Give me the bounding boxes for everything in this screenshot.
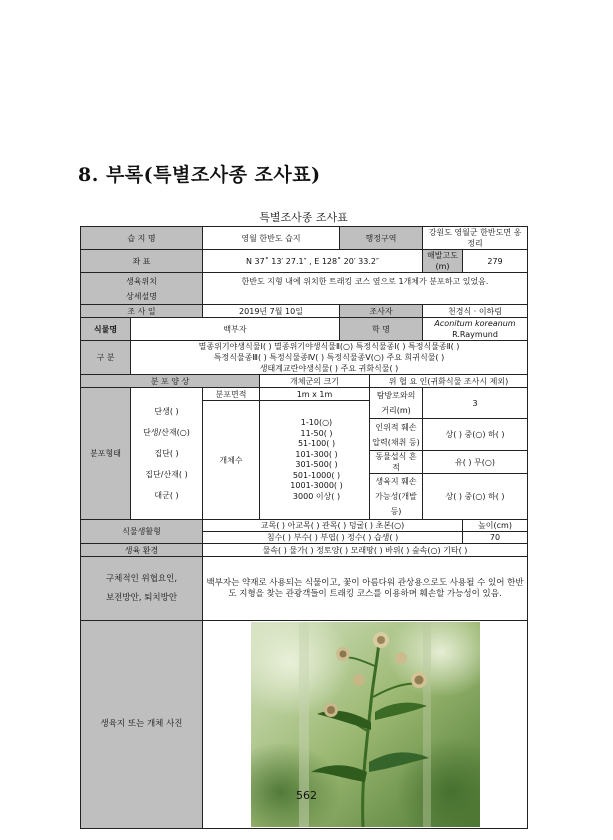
habitat-damage-value: 상( ) 중(○) 하( )	[423, 474, 528, 520]
height-value: 70	[463, 532, 528, 544]
admin-region-value: 강원도 영월군 한반도면 옹정리	[423, 227, 528, 250]
distribution-section-label: 분 포 양 상	[81, 375, 260, 388]
trail-distance-label: 탐방로와의 거리(m)	[370, 388, 423, 419]
trail-distance-value: 3	[423, 388, 528, 419]
population-count-label: 개체수	[203, 401, 260, 520]
category-options: 멸종위기야생식물Ⅰ( ) 멸종위기야생식물Ⅱ(○) 특정식물종Ⅰ( ) 특정식물종Ⅱ( ) 특정식물종Ⅲ( ) 특정식물종Ⅳ( ) 특정식물종Ⅴ(○) 주요 희귀식물( ) 생태계교란야생식물( ) 주요 귀화식물( )	[131, 341, 528, 375]
altitude-label: 해발고도(m)	[423, 250, 463, 273]
scientific-name-author: R.Raymund	[452, 330, 498, 339]
habitat-location-value: 한반도 지형 내에 위치한 트래킹 코스 옆으로 1개체가 분포하고 있었음.	[203, 273, 528, 305]
growth-environment-value: 물속( ) 물가( ) 정토양( ) 모래땅( ) 바위( ) 숲속(○) 기타( )	[203, 544, 528, 557]
distribution-form-options: 단생( ) 단생/산재(○) 집단( ) 집단/산재( ) 대군( )	[131, 388, 203, 520]
habitat-damage-label: 생육지 훼손 가능성(개발 등)	[370, 474, 423, 520]
human-damage-label: 인위적 훼손 압력(채취 등)	[370, 419, 423, 451]
survey-date-value: 2019년 7월 10일	[203, 305, 340, 318]
threat-detail-label: 구체적인 위협요인, 보전방안, 퇴치방안	[81, 557, 203, 621]
life-form-options-2: 침수( ) 부수( ) 부엽( ) 정수( ) 습생( )	[203, 532, 463, 544]
scientific-name-value	[423, 318, 528, 341]
admin-region-label: 행정구역	[340, 227, 423, 250]
coordinates-value: N 37˚ 13′ 27.1″ , E 128˚ 20′ 33.2″	[203, 250, 423, 273]
scientific-name-italic: Aconitum koreanum	[434, 319, 516, 328]
category-label: 구 분	[81, 341, 131, 375]
animal-feeding-label: 동물섭식 흔적	[370, 451, 423, 474]
life-form-label: 식물생활형	[81, 520, 203, 544]
surveyor-value: 천경식 · 이하림	[423, 305, 528, 318]
appendix-heading: 8. 부록(특별조사종 조사표)	[78, 164, 321, 186]
threat-detail-value: 백부자는 약재로 사용되는 식물이고, 꽃이 아름다워 관상용으로도 사용될 수 있어 한반도 지형을 찾는 관광객들이 트래킹 코스를 이용하며 훼손할 가능성이 있음.	[203, 557, 528, 621]
table-title: 특별조사종 조사표	[259, 211, 348, 224]
coordinates-label: 좌 표	[81, 250, 203, 273]
distribution-area-label: 분포면적	[203, 388, 260, 401]
growth-environment-label: 생육 환경	[81, 544, 203, 557]
surveyor-label: 조사자	[340, 305, 423, 318]
population-count-options: 1-10(○) 11-50( ) 51-100( ) 101-300( ) 301-500( ) 501-1000( ) 1001-3000( ) 3000 이상( )	[260, 401, 370, 520]
photo-label: 생육지 또는 개체 사진	[81, 621, 203, 829]
survey-table	[80, 226, 528, 829]
altitude-value: 279	[463, 250, 528, 273]
distribution-form-label: 분포형태	[81, 388, 131, 520]
distribution-area-value: 1m x 1m	[260, 388, 370, 401]
human-damage-value: 상( ) 중(○) 하( )	[423, 419, 528, 451]
life-form-options-1: 교목( ) 아교목( ) 관목( ) 덩굴( ) 초본(○)	[203, 520, 463, 532]
survey-date-label: 조 사 일	[81, 305, 203, 318]
scientific-name-label: 학 명	[340, 318, 423, 341]
population-size-header: 개체군의 크기	[260, 375, 370, 388]
animal-feeding-value: 유( ) 무(○)	[423, 451, 528, 474]
wetland-name-label: 습 지 명	[81, 227, 203, 250]
plant-name-value: 백부자	[131, 318, 340, 341]
threat-factors-header: 위 협 요 인(귀화식물 조사시 제외)	[370, 375, 528, 388]
wetland-name-value: 영월 한반도 습지	[203, 227, 340, 250]
plant-name-label: 식물명	[81, 318, 131, 341]
page-number: 562	[296, 789, 317, 802]
habitat-location-label: 생육위치 상세설명	[81, 273, 203, 305]
height-label: 높이(cm)	[463, 520, 528, 532]
